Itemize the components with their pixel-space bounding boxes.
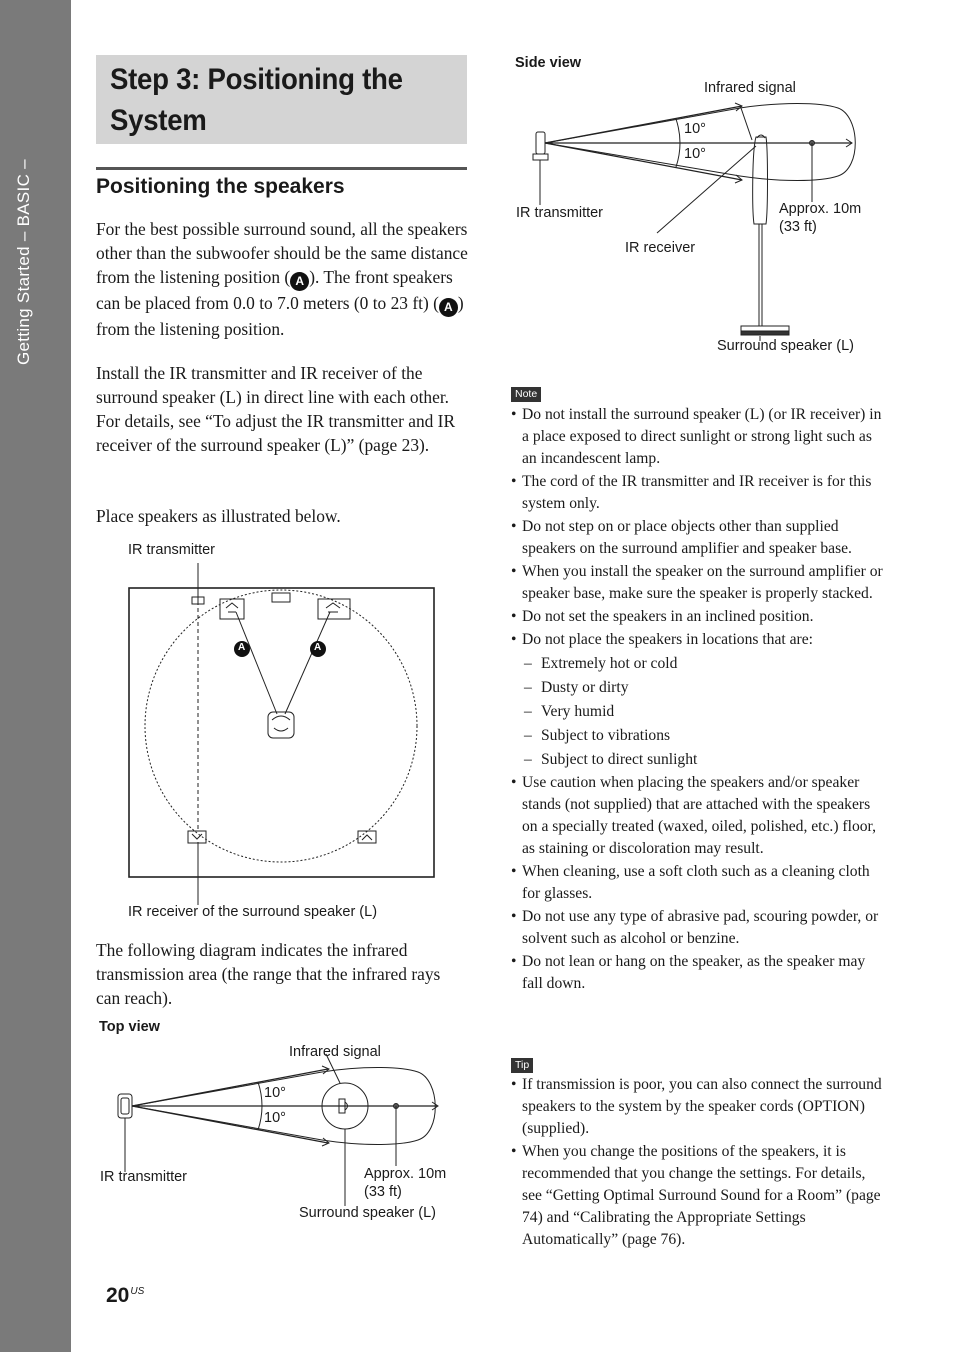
note-tag: Note [511, 387, 541, 402]
top-view-ir-transmitter-label: IR transmitter [100, 1169, 188, 1185]
list-item: • Do not lean or hang on the speaker, as the speaker may fall down. [511, 951, 886, 995]
transmission-paragraph: The following diagram indicates the infrared transmission area (the range that the infrared rays can reach). [96, 940, 441, 1008]
top-view-distance-label: Approx. 10m (33 ft) [364, 1166, 447, 1200]
ir-receiver-label: IR receiver of the surround speaker (L) [128, 904, 378, 920]
tip-tag: Tip [511, 1058, 533, 1073]
list-item: • If transmission is poor, you can also connect the surround speakers to the system by the speaker cords (OPTION) (supplied). [511, 1074, 886, 1140]
intro-paragraph-1: For the best possible surround sound, all the speakers other than the subwoofer should be the same distance from the listening position ( A ). The front speakers can be placed from 0.0 to 7.0 meters (0 to 23 ft) ( A ) from the listening position. [96, 219, 468, 339]
top-view-surround-label: Surround speaker (L) [299, 1205, 437, 1221]
list-item: • Do not place the speakers in locations that are: [511, 629, 886, 651]
list-item: • Do not install the surround speaker (L) (or IR receiver) in a place exposed to direct sunlight or strong light such as an incandescent lamp. [511, 404, 886, 470]
list-item: • Do not set the speakers in an inclined position. [511, 606, 886, 628]
list-item: • Do not use any type of abrasive pad, scouring powder, or solvent such as alcohol or benzine. [511, 906, 886, 950]
intro-paragraph-2: Install the IR transmitter and IR receiver of the surround speaker (L) in direct line with each other. For details, see “To adjust the IR transmitter and IR receiver of the surround speaker (L)” (page 23). [96, 363, 456, 455]
list-subitem: – Extremely hot or cold [511, 653, 886, 675]
list-subitem: – Subject to direct sunlight [511, 749, 886, 771]
list-subitem: – Very humid [511, 701, 886, 723]
side-view-infrared-label: Infrared signal [704, 80, 796, 96]
list-item: • When you change the positions of the speakers, it is recommended that you change the settings. For details, see “Getting Optimal Surround Sound for a Room” (page 74) and “Calibrating the Appropriate Settings Automatically” (page 76). [511, 1141, 886, 1251]
side-surround-speaker-icon [753, 137, 768, 224]
side-view-ir-receiver-label: IR receiver [625, 240, 696, 256]
position-a-label-left: A [238, 642, 246, 653]
step-title: Step 3: Positioning the System [110, 63, 403, 137]
list-item: • Use caution when placing the speakers and/or speaker stands (not supplied) that are attached with the speakers on a specially treated (waxed, oiled, polished, etc.) floor, as staining or discoloration may result. [511, 772, 886, 860]
position-a-badge: A [439, 298, 458, 317]
list-item: • When cleaning, use a soft cloth such as a cleaning cloth for glasses. [511, 861, 886, 905]
side-view-angle-top: 10° [684, 121, 706, 137]
side-view-surround-label: Surround speaker (L) [717, 338, 855, 354]
list-item: • Do not step on or place objects other than supplied speakers on the surround amplifier and speaker base. [511, 516, 886, 560]
side-view-angle-bottom: 10° [684, 146, 706, 162]
top-view-infrared-label: Infrared signal [289, 1044, 381, 1060]
list-subitem: – Dusty or dirty [511, 677, 886, 699]
intro-paragraph-3: Place speakers as illustrated below. [96, 506, 341, 526]
position-a-label-right: A [314, 642, 322, 653]
list-item: • The cord of the IR transmitter and IR receiver is for this system only. [511, 471, 886, 515]
list-subitem: – Subject to vibrations [511, 725, 886, 747]
side-view-distance-label: Approx. 10m (33 ft) [779, 201, 862, 235]
side-view-ir-transmitter-label: IR transmitter [516, 205, 604, 221]
top-view-title: Top view [99, 1019, 160, 1035]
position-a-badge: A [290, 272, 309, 291]
tip-list [511, 1074, 886, 1252]
side-ir-transmitter-icon [536, 132, 545, 154]
ir-transmitter-label: IR transmitter [128, 542, 216, 558]
side-coverage-envelope [545, 104, 855, 181]
top-view-angle-top: 10° [264, 1085, 286, 1101]
side-view-title: Side view [515, 55, 582, 71]
note-list [511, 404, 886, 996]
section-title: Positioning the speakers [96, 175, 345, 198]
list-item: • When you install the speaker on the surround amplifier or speaker base, make sure the speaker is properly stacked. [511, 561, 886, 605]
section-label: Getting Started – BASIC – [14, 159, 33, 365]
page-number: $20^{US}$ [106, 1284, 145, 1307]
top-view-angle-bottom: 10° [264, 1110, 286, 1126]
